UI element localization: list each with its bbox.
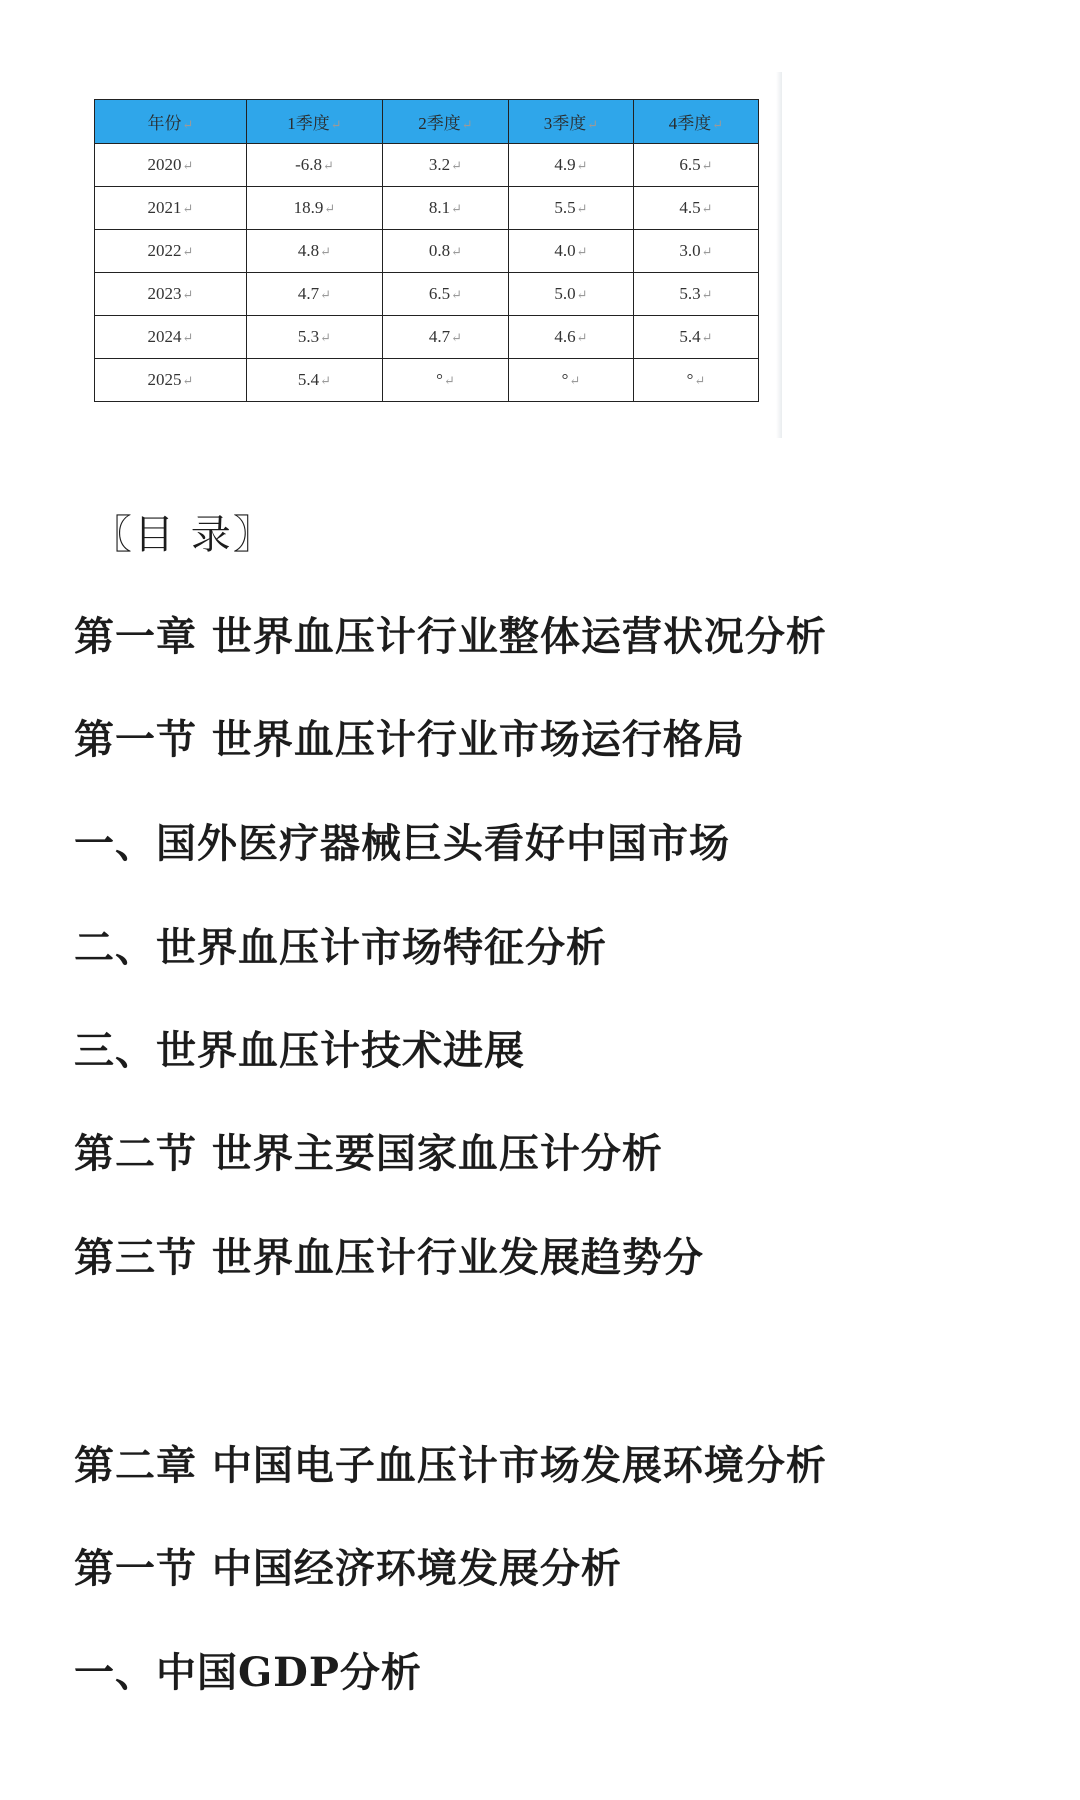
toc-section-1-3: 第三节 世界血压计行业发展趋势分	[74, 1234, 704, 1281]
toc-section-2-1: 第一节 中国经济环境发展分析	[74, 1545, 622, 1592]
toc-item-2-1-1: 一、中国GDP分析	[74, 1649, 422, 1696]
table-cell: 2024↵	[95, 316, 247, 359]
table-row	[95, 230, 759, 273]
header-cell-q2: 2季度↵	[383, 100, 509, 144]
table-cell: 3.0↵	[634, 230, 759, 273]
table-cell: °↵	[383, 359, 509, 402]
table-cell: 3.2↵	[383, 144, 509, 187]
table-cell: 2022↵	[95, 230, 247, 273]
table-cell: 2020↵	[95, 144, 247, 187]
header-cell-q1: 1季度↵	[247, 100, 383, 144]
table-cell: °↵	[634, 359, 759, 402]
table-cell: -6.8↵	[247, 144, 383, 187]
table-cell: 5.0↵	[509, 273, 634, 316]
table-row	[95, 359, 759, 402]
table-cell: 8.1↵	[383, 187, 509, 230]
table-cell: 4.0↵	[509, 230, 634, 273]
toc-section-1-2: 第二节 世界主要国家血压计分析	[74, 1130, 663, 1177]
table-cell: 4.7↵	[383, 316, 509, 359]
table-row	[95, 316, 759, 359]
toc-title: 〖目 录〗	[92, 512, 275, 558]
table-cell: 4.7↵	[247, 273, 383, 316]
table-cell: 2025↵	[95, 359, 247, 402]
table-cell: 5.3↵	[247, 316, 383, 359]
gdp-quarterly-table	[94, 99, 759, 402]
toc-item-1-1-3: 三、世界血压计技术进展	[74, 1027, 525, 1074]
table-cell: 6.5↵	[634, 144, 759, 187]
header-cell-year: 年份↵	[95, 100, 247, 144]
table-cell: 18.9↵	[247, 187, 383, 230]
image-edge-shadow	[776, 72, 782, 438]
header-cell-q4: 4季度↵	[634, 100, 759, 144]
toc-chapter-1: 第一章 世界血压计行业整体运营状况分析	[74, 613, 827, 660]
gdp-table-image	[92, 72, 782, 438]
table-cell: 5.5↵	[509, 187, 634, 230]
table-cell: 5.3↵	[634, 273, 759, 316]
table-header-row	[95, 100, 759, 144]
toc-chapter-2: 第二章 中国电子血压计市场发展环境分析	[74, 1442, 827, 1489]
table-row	[95, 144, 759, 187]
table-row	[95, 273, 759, 316]
table-cell: 4.8↵	[247, 230, 383, 273]
table-cell: 5.4↵	[247, 359, 383, 402]
table-cell: 0.8↵	[383, 230, 509, 273]
toc-item-1-1-2: 二、世界血压计市场特征分析	[74, 924, 607, 971]
table-row	[95, 187, 759, 230]
table-cell: 5.4↵	[634, 316, 759, 359]
table-cell: 6.5↵	[383, 273, 509, 316]
toc-section-1-1: 第一节 世界血压计行业市场运行格局	[74, 716, 745, 763]
table-cell: 4.6↵	[509, 316, 634, 359]
table-cell: 4.5↵	[634, 187, 759, 230]
table-cell: 4.9↵	[509, 144, 634, 187]
toc-item-1-1-1: 一、国外医疗器械巨头看好中国市场	[74, 820, 730, 867]
table-cell: 2023↵	[95, 273, 247, 316]
header-cell-q3: 3季度↵	[509, 100, 634, 144]
table-cell: °↵	[509, 359, 634, 402]
table-cell: 2021↵	[95, 187, 247, 230]
